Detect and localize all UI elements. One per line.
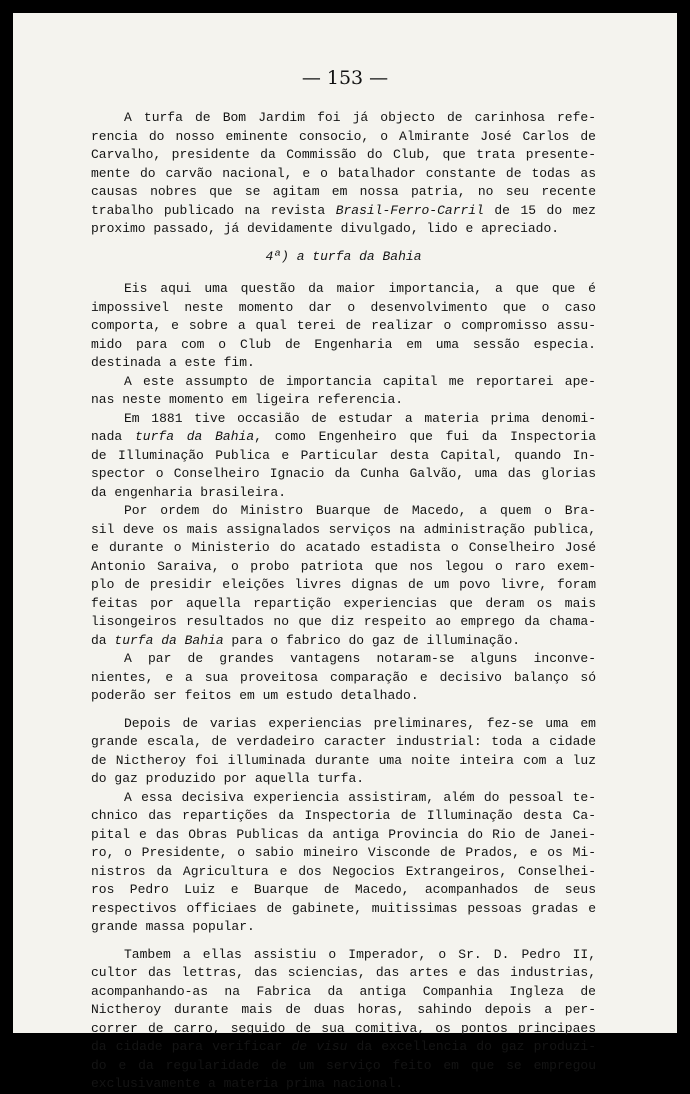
text-line: do e da regularidade de um serviço feito em que se empregou bbox=[91, 1057, 596, 1073]
paragraph-9 bbox=[91, 946, 596, 1094]
text-line: da cidade para verificar de visu da excellencia do gaz produzi- bbox=[91, 1039, 596, 1054]
text-line: nas neste momento em ligeira referencia. bbox=[91, 392, 404, 407]
text-line: destinada a este fim. bbox=[91, 355, 255, 370]
text-line: proximo passado, já devidamente divulgado, lido e apreciado. bbox=[91, 221, 560, 236]
page-number: — 153 — bbox=[301, 67, 389, 89]
text-line: A turfa de Bom Jardim foi já objecto de carinhosa refe- bbox=[124, 110, 596, 125]
text-line: A este assumpto de importancia capital me reportarei ape- bbox=[124, 373, 596, 389]
text-line: rencia do nosso eminente consocio, o Almirante José Carlos de bbox=[91, 128, 596, 144]
paragraph-1 bbox=[91, 109, 596, 239]
text-line: sil deve os mais assignalados serviços na administração publica, bbox=[91, 521, 596, 537]
paragraph-6 bbox=[91, 650, 596, 706]
paragraph-8 bbox=[91, 789, 596, 937]
text-line: grande escala, de verdadeiro caracter industrial: toda a cidade bbox=[91, 734, 596, 749]
text-line: correr de carro, seguido de sua comitiva, os pontos principaes bbox=[91, 1020, 596, 1036]
text-line: de Nictheroy foi illuminada durante uma noite inteira com a luz bbox=[91, 752, 596, 768]
text-line: Em 1881 tive occasião de estudar a materia prima denomi- bbox=[124, 410, 596, 426]
text-line: de Illuminação Publica e Particular desta Capital, quando In- bbox=[91, 447, 596, 463]
paragraph-3 bbox=[91, 373, 596, 410]
text-line: acompanhando-as na Fabrica da antiga Companhia Ingleza de bbox=[91, 983, 596, 999]
text-line: Eis aqui uma questão da maior importancia, a que que é bbox=[124, 281, 596, 296]
text-line: Carvalho, presidente da Commissão do Club, que trata presente- bbox=[91, 147, 596, 162]
text-line: grande massa popular. bbox=[91, 919, 255, 934]
section-heading bbox=[91, 248, 596, 267]
text-line: A essa decisiva experiencia assistiram, além do pessoal te- bbox=[124, 789, 596, 805]
paragraph-2 bbox=[91, 280, 596, 373]
text-line: nistros da Agricultura e dos Negocios Extrangeiros, Conselhei- bbox=[91, 863, 596, 879]
text-line: da turfa da Bahia para o fabrico do gaz de illuminação. bbox=[91, 632, 521, 648]
text-line: spector o Conselheiro Ignacio da Cunha Galvão, uma das glorias bbox=[91, 466, 596, 481]
text-line: nientes, e a sua proveitosa comparação e decisivo balanço só bbox=[91, 669, 596, 685]
paragraph-4 bbox=[91, 410, 596, 503]
text-line: trabalho publicado na revista Brasil-Ferro-Carril de 15 do mez bbox=[91, 202, 596, 218]
text-line: do gaz produzido por aquella turfa. bbox=[91, 771, 365, 786]
text-line: feitas por aquella repartição experiencias que deram os mais bbox=[91, 595, 596, 611]
text-line: lisongeiros resultados no que diz respeito ao emprego da chama- bbox=[91, 614, 596, 629]
text-line: ros Pedro Luiz e Buarque de Macedo, acompanhados de seus bbox=[91, 882, 596, 897]
text-line: Depois de varias experiencias preliminares, fez-se uma em bbox=[124, 715, 596, 731]
text-line: poderão ser feitos em um estudo detalhado. bbox=[91, 688, 419, 703]
text-line: respectivos officiaes de gabinete, muitissimas pessoas gradas e bbox=[91, 900, 596, 916]
paragraph-5 bbox=[91, 502, 596, 650]
page-body bbox=[91, 109, 596, 1094]
paragraph-7 bbox=[91, 715, 596, 789]
text-line: cultor das lettras, das sciencias, das artes e das industrias, bbox=[91, 965, 596, 980]
text-line: mente do carvão nacional, e o batalhador constante de todas as bbox=[91, 165, 596, 181]
text-line: e durante o Ministerio do acatado estadista o Conselheiro José bbox=[91, 540, 596, 555]
text-line: comporta, e sobre a qual terei de realizar o compromisso assu- bbox=[91, 318, 596, 333]
text-line: plo de presidir eleições livres dignas de um povo livre, foram bbox=[91, 577, 596, 592]
text-line: da engenharia brasileira. bbox=[91, 484, 287, 500]
text-line: Por ordem do Ministro Buarque de Macedo, a quem o Bra- bbox=[124, 503, 596, 518]
book-page bbox=[13, 13, 677, 1091]
text-line: nada turfa da Bahia, como Engenheiro que fui da Inspectoria bbox=[91, 429, 596, 444]
text-line: Antonio Saraiva, o probo patriota que nos legou o raro exem- bbox=[91, 558, 596, 574]
text-line: chnico das repartições da Inspectoria de Illuminação desta Ca- bbox=[91, 808, 596, 823]
text-line: causas nobres que se agitam em nossa patria, no seu recente bbox=[91, 184, 596, 199]
text-line: mido para com o Club de Engenharia em uma sessão especia. bbox=[91, 336, 596, 352]
text-line: exclusivamente a materia prima nacional. bbox=[91, 1076, 404, 1091]
text-line: impossivel neste momento dar o desenvolvimento que o caso bbox=[91, 299, 596, 315]
text-line: pital e das Obras Publicas da antiga Provincia do Rio de Janei- bbox=[91, 826, 596, 842]
text-line: A par de grandes vantagens notaram-se alguns inconve- bbox=[124, 651, 596, 666]
text-line: Nictheroy durante mais de duas horas, sahindo depois a per- bbox=[91, 1002, 596, 1017]
text-line: ro, o Presidente, o sabio mineiro Visconde de Prados, e os Mi- bbox=[91, 845, 596, 860]
text-line: Tambem a ellas assistiu o Imperador, o Sr. D. Pedro II, bbox=[124, 946, 596, 962]
text-line: 4ª) a turfa da Bahia bbox=[265, 248, 422, 264]
